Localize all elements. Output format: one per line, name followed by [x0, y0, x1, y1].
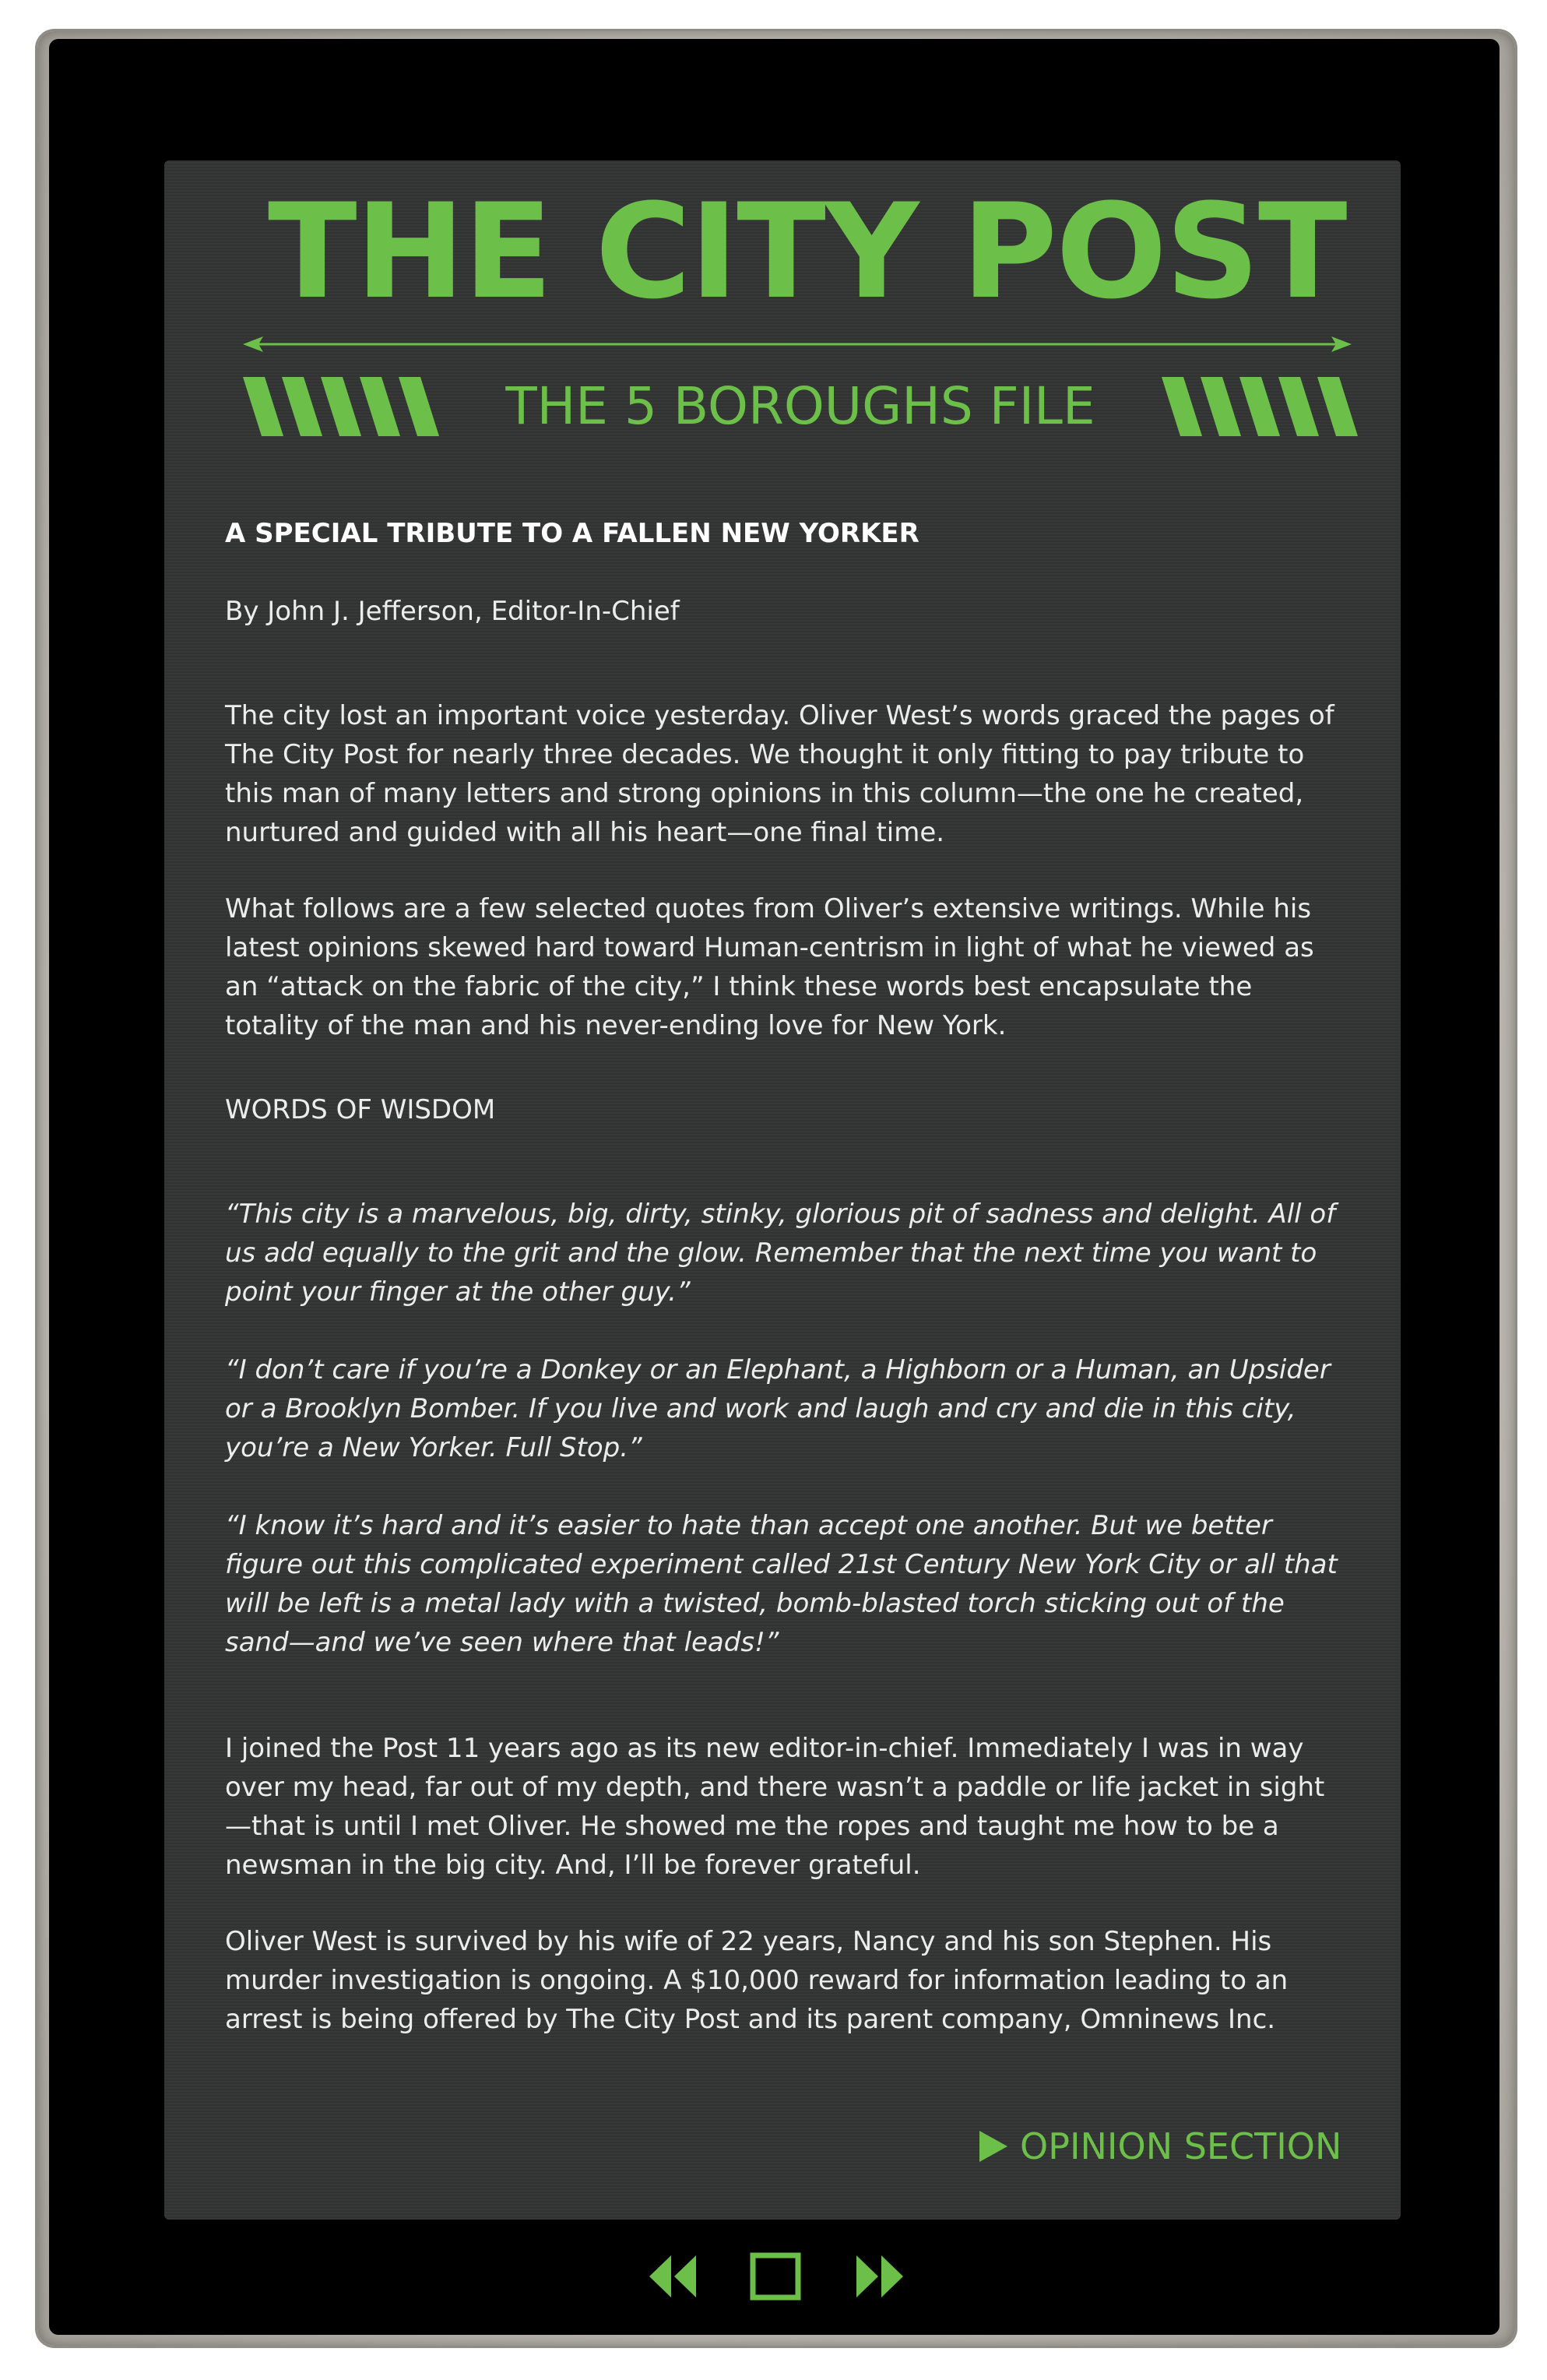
play-icon [979, 2131, 1007, 2162]
article-paragraph: Oliver West is survived by his wife of 22 years, Nancy and his son Stephen. His murder investigation is ongoing. A $10,000 reward for information leading to an arrest is being offered by The City Post and its parent company, Omninews Inc. [225, 1926, 1289, 2035]
section-label: WORDS OF WISDOM [225, 1094, 496, 1125]
article-paragraph: I joined the Post 11 years ago as its new editor-in-chief. Immediately I was in way over my head, far out of my depth, and there wasn’t a paddle or life jacket in sight—that is until I met Oliver. He showed me the ropes and taught me how to be a newsman in the big city. And, I’ll be forever grateful. [225, 1733, 1325, 1881]
next-button[interactable] [855, 2251, 905, 2302]
fast-forward-icon [855, 2251, 905, 2302]
square-icon [750, 2251, 801, 2302]
article-headline: A SPECIAL TRIBUTE TO A FALLEN NEW YORKER [225, 518, 919, 549]
article-panel [164, 160, 1401, 2220]
rewind-icon [648, 2251, 698, 2302]
previous-button[interactable] [648, 2251, 698, 2302]
article-byline: By John J. Jefferson, Editor-In-Chief [225, 596, 680, 627]
masthead-subtitle: THE 5 BOROUGHS FILE [505, 376, 1095, 436]
quote: “I know it’s hard and it’s easier to hate than accept one another. But we better figure out this complicated experiment called 21st Century New York City or all that will be left is a metal lady with a twisted, bomb-blasted torch sticking out of the sand—and we’ve seen where that leads!” [225, 1510, 1338, 1658]
subhead-row [243, 377, 1358, 436]
masthead-title: THE CITY POST [268, 175, 1346, 328]
hazard-stripes-left [243, 377, 453, 436]
opinion-section-link[interactable] [979, 2123, 1341, 2170]
hazard-stripes-right [1148, 377, 1358, 436]
article-paragraph: What follows are a few selected quotes from Oliver’s extensive writings. While his latest opinions skewed hard toward Human-centrism in light of what he viewed as an “attack on the fabric of the city,” I think these words best encapsulate the totality of the man and his never-ending love for New York. [225, 893, 1314, 1041]
home-button[interactable] [750, 2251, 801, 2302]
article-paragraph: The city lost an important voice yesterday. Oliver West’s words graced the pages of The City Post for nearly three decades. We thought it only fitting to pay tribute to this man of many letters and strong opinions in this column—the one he created, nurtured and guided with all his heart—one final time. [225, 700, 1334, 848]
opinion-section-label: OPINION SECTION [1020, 2125, 1342, 2167]
double-arrow-rule [243, 335, 1352, 354]
quote: “This city is a marvelous, big, dirty, stinky, glorious pit of sadness and delight. All of us add equally to the grit and the glow. Remember that the next time you want to point your finger at the other guy.” [225, 1199, 1336, 1308]
quote: “I don’t care if you’re a Donkey or an Elephant, a Highborn or a Human, an Upsider or a Brooklyn Bomber. If you live and work and laugh and cry and die in this city, you’re a New Yorker. Full Stop.” [225, 1354, 1331, 1463]
